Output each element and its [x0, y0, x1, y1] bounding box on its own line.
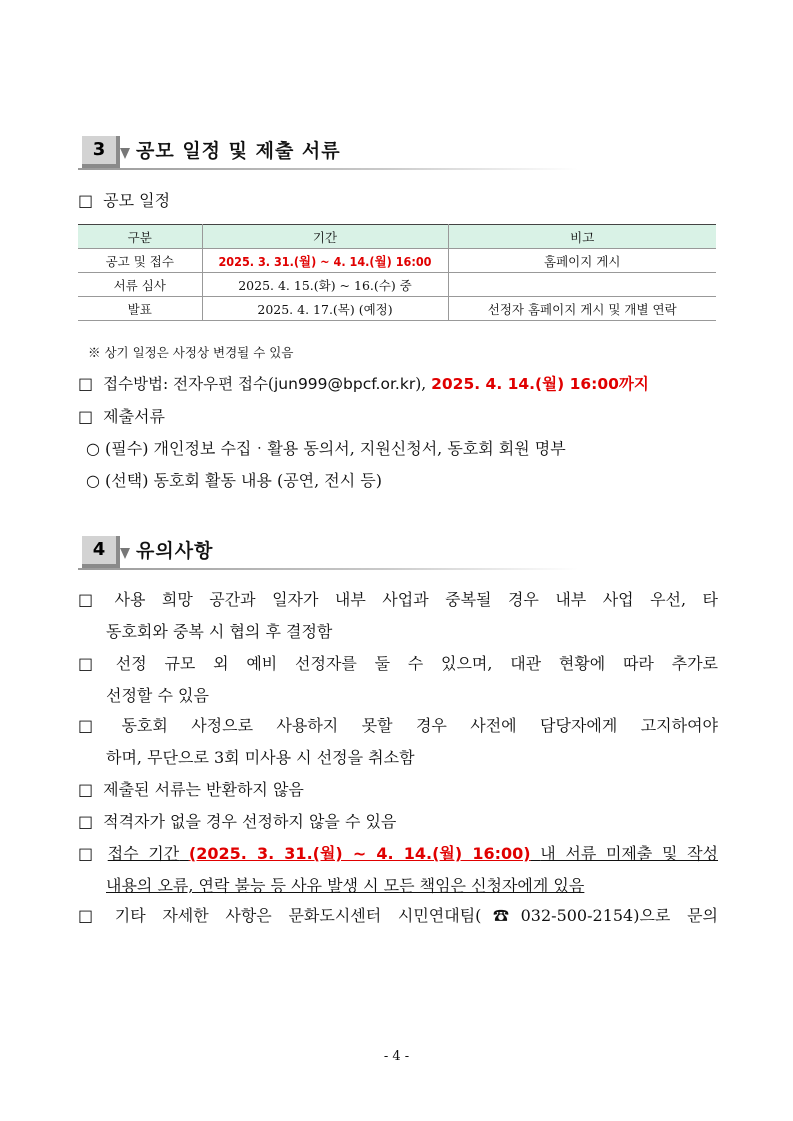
note-item: [78, 774, 718, 806]
note-item: [78, 584, 718, 648]
cell-category: 서류 심사: [78, 273, 202, 297]
checkbox-icon: □: [78, 716, 112, 735]
cell-remark: [448, 273, 716, 297]
section-underline: [78, 168, 578, 170]
note-text-cont: 동호회와 중복 시 협의 후 결정함: [106, 622, 333, 641]
schedule-heading: 공모 일정: [103, 191, 171, 210]
checkbox-icon: □: [78, 374, 94, 393]
note-text: 적격자가 없을 경우 선정하지 않을 수 있음: [103, 812, 397, 831]
optional-docs: ○ (선택) 동호회 활동 내용 (공연, 전시 등): [86, 471, 383, 490]
section-number: 4: [82, 536, 120, 568]
section-number: 3: [82, 136, 120, 168]
submission-method-line: [78, 372, 649, 394]
cell-category: 공고 및 접수: [78, 249, 202, 273]
section-underline: [78, 568, 578, 570]
schedule-heading-line: [78, 188, 170, 211]
table-row: [78, 297, 716, 321]
cell-period: 2025. 4. 17.(목) (예정): [202, 297, 448, 321]
note-text-cont: 내용의 오류, 연락 불능 등 사유 발생 시 모든 책임은 신청자에게 있음: [106, 876, 585, 895]
deadline-text: 2025. 4. 14.(월) 16:00까지: [431, 375, 649, 393]
cell-remark: 선정자 홈페이지 게시 및 개별 연락: [448, 297, 716, 321]
email-link[interactable]: jun999@bpcf.or.kr: [273, 375, 416, 393]
section-3-header: [78, 136, 718, 176]
checkbox-icon: □: [78, 590, 105, 609]
note-text: 내 서류 미제출 및 작성: [540, 844, 719, 863]
note-text: 사용 희망 공간과 일자가 내부 사업과 중복될 경우 내부 사업 우선, 타: [114, 590, 718, 609]
cell-period: 2025. 4. 15.(화) ~ 16.(수) 중: [202, 273, 448, 297]
docs-heading: 제출서류: [103, 407, 165, 426]
note-text: 제출된 서류는 반환하지 않음: [103, 780, 304, 799]
schedule-table: [78, 224, 716, 321]
table-row: [78, 273, 716, 297]
checkbox-icon: □: [78, 906, 105, 925]
column-header: 구분: [78, 225, 202, 249]
checkbox-icon: □: [78, 407, 94, 426]
column-header: 비고: [448, 225, 716, 249]
method-after: ),: [415, 375, 427, 393]
cell-category: 발표: [78, 297, 202, 321]
section-4-header: [78, 536, 718, 576]
checkbox-icon: □: [78, 780, 94, 799]
note-item-warning: [78, 838, 718, 902]
table-row: [78, 249, 716, 273]
method-label: 접수방법: 전자우편 접수(: [103, 375, 274, 393]
note-text: 선정 규모 외 예비 선정자를 둘 수 있으며, 대관 현황에 따라 추가로: [115, 654, 719, 673]
note-item: [78, 710, 718, 774]
cell-period: 2025. 3. 31.(월) ~ 4. 14.(월) 16:00: [202, 249, 448, 273]
cell-remark: 홈페이지 게시: [448, 249, 716, 273]
note-item: [78, 900, 718, 932]
phone-number: 032-500-2154: [520, 906, 634, 925]
note-text-cont: 하며, 무단으로 3회 미사용 시 선정을 취소함: [106, 748, 415, 767]
required-docs: ○ (필수) 개인정보 수집‧활용 동의서, 지원신청서, 동호회 회원 명부: [86, 439, 566, 458]
section-title: 유의사항: [136, 540, 214, 562]
note-text-cont: 선정할 수 있음: [106, 686, 209, 705]
note-item: [78, 648, 718, 712]
page-number: - 4 -: [383, 1049, 410, 1064]
checkbox-icon: □: [78, 812, 94, 831]
checkbox-icon: □: [78, 654, 106, 673]
period-text: (2025. 3. 31.(월) ~ 4. 14.(월) 16:00): [188, 844, 531, 863]
note-text: )으로 문의: [633, 906, 718, 925]
schedule-note: ※ 상기 일정은 사정상 변경될 수 있음: [88, 345, 294, 360]
checkbox-icon: □: [78, 844, 98, 863]
note-text: 동호회 사정으로 사용하지 못할 경우 사전에 담당자에게 고지하여야: [121, 716, 718, 735]
note-text: 기타 자세한 사항은 문화도시센터 시민연대팀(: [114, 906, 482, 925]
section-arrow-icon: [120, 548, 130, 559]
note-text: 접수 기간: [107, 844, 180, 863]
section-title: 공모 일정 및 제출 서류: [136, 140, 341, 162]
phone-icon: ☎: [481, 906, 521, 925]
checkbox-icon: □: [78, 191, 94, 210]
section-arrow-icon: [120, 148, 130, 159]
column-header: 기간: [202, 225, 448, 249]
table-header-row: [78, 225, 716, 249]
note-item: [78, 806, 718, 838]
docs-heading-line: [78, 404, 165, 427]
